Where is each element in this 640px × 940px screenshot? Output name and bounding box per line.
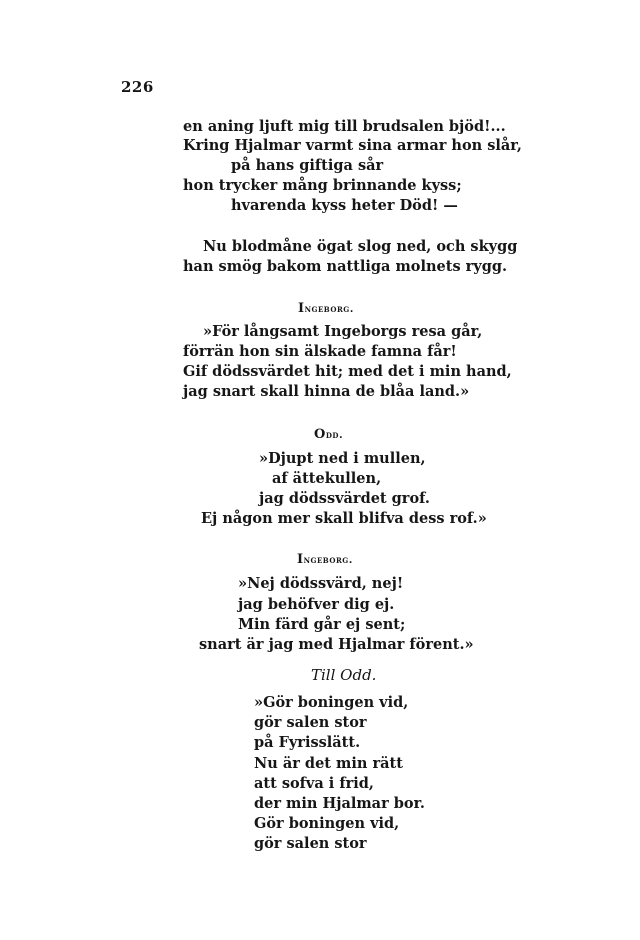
verse-line: Nu är det min rätt xyxy=(254,755,403,772)
verse-line: att sofva i frid, xyxy=(254,775,374,792)
verse-line: »Gör boningen vid, xyxy=(254,694,409,711)
verse-line: gör salen stor xyxy=(254,835,367,852)
verse-line: han smög bakom nattliga molnets rygg. xyxy=(183,258,508,275)
verse-line: jag snart skall hinna de blåa land.» xyxy=(183,383,470,400)
verse-line: en aning ljuft mig till brudsalen bjöd!... xyxy=(183,118,506,135)
verse-line: Ej någon mer skall blifva dess rof.» xyxy=(201,510,487,527)
verse-line: Gif dödssvärdet hit; med det i min hand, xyxy=(183,363,512,380)
verse-line: der min Hjalmar bor. xyxy=(254,795,425,812)
verse-line: Kring Hjalmar varmt sina armar hon slår, xyxy=(183,137,522,154)
verse-line: »Djupt ned i mullen, xyxy=(259,450,426,467)
verse-line: förrän hon sin älskade famna får! xyxy=(183,343,457,360)
page-number: 226 xyxy=(121,78,154,96)
verse-line: »För långsamt Ingeborgs resa går, xyxy=(203,323,483,340)
verse-line: »Nej dödssvärd, nej! xyxy=(238,575,404,592)
verse-line: Gör boningen vid, xyxy=(254,815,400,832)
speaker-label: Ingeborg. xyxy=(297,552,353,567)
verse-line: på hans giftiga sår xyxy=(231,157,384,174)
speaker-label: Odd. xyxy=(314,427,344,442)
verse-line: Nu blodmåne ögat slog ned, och skygg xyxy=(203,238,518,255)
verse-line: af ättekullen, xyxy=(272,470,382,487)
verse-line: på Fyrisslätt. xyxy=(254,734,361,751)
stage-direction: Till Odd. xyxy=(311,666,377,684)
verse-line: Min färd går ej sent; xyxy=(238,616,406,633)
verse-line: jag dödssvärdet grof. xyxy=(259,490,430,507)
speaker-label: Ingeborg. xyxy=(298,301,354,316)
verse-line: jag behöfver dig ej. xyxy=(238,596,395,613)
verse-line: gör salen stor xyxy=(254,714,367,731)
verse-line: hvarenda kyss heter Död! — xyxy=(231,197,458,214)
verse-line: snart är jag med Hjalmar förent.» xyxy=(199,636,474,653)
verse-line: hon trycker mång brinnande kyss; xyxy=(183,177,462,194)
